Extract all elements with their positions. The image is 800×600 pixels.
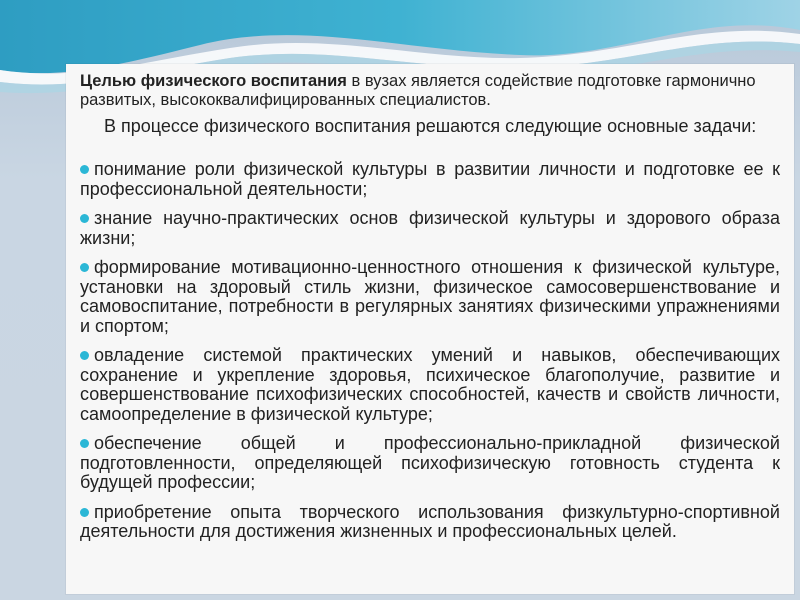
intro-bold-text: Целью физического воспитания: [80, 72, 347, 90]
bullet-icon: [80, 165, 89, 174]
task-text: овладение системой практических умений и навыков, обеспечивающих сохранение и укрепление здоровья, психическое благополучие, развитие и совершенствование психофизических способностей, качеств и свойств личности, самоопределение в физической культуре;: [80, 345, 780, 424]
list-item: [80, 160, 780, 199]
bullet-icon: [80, 214, 89, 223]
bullet-icon: [80, 351, 89, 360]
list-item: [80, 346, 780, 424]
task-text: понимание роли физической культуры в развитии личности и подготовке ее к профессиональной деятельности;: [80, 159, 780, 199]
task-text: обеспечение общей и профессионально-прикладной физической подготовленности, определяющей психофизическую готовность студента к будущей профессии;: [80, 433, 780, 492]
tasks-heading: [80, 116, 780, 137]
bullet-icon: [80, 508, 89, 517]
tasks-list: [80, 160, 780, 552]
bullet-icon: [80, 263, 89, 272]
intro-text: в вузах является содействие подготовке гармонично развитых, высококвалифицированных специалистов.: [80, 72, 756, 109]
tasks-heading-text: В процессе физического воспитания решаются следующие основные задачи:: [104, 116, 757, 136]
bullet-icon: [80, 439, 89, 448]
list-item: [80, 209, 780, 248]
list-item: [80, 503, 780, 542]
task-text: формирование мотивационно-ценностного отношения к физической культуре, установки на здоровый стиль жизни, физическое самосовершенствование и самовоспитание, потребности в регулярных занятиях физическими упражнениями и спортом;: [80, 257, 780, 336]
intro-paragraph: [80, 72, 770, 110]
list-item: [80, 434, 780, 493]
list-item: [80, 258, 780, 336]
task-text: знание научно-практических основ физической культуры и здорового образа жизни;: [80, 208, 780, 248]
task-text: приобретение опыта творческого использования физкультурно-спортивной деятельности для достижения жизненных и профессиональных целей.: [80, 501, 780, 541]
